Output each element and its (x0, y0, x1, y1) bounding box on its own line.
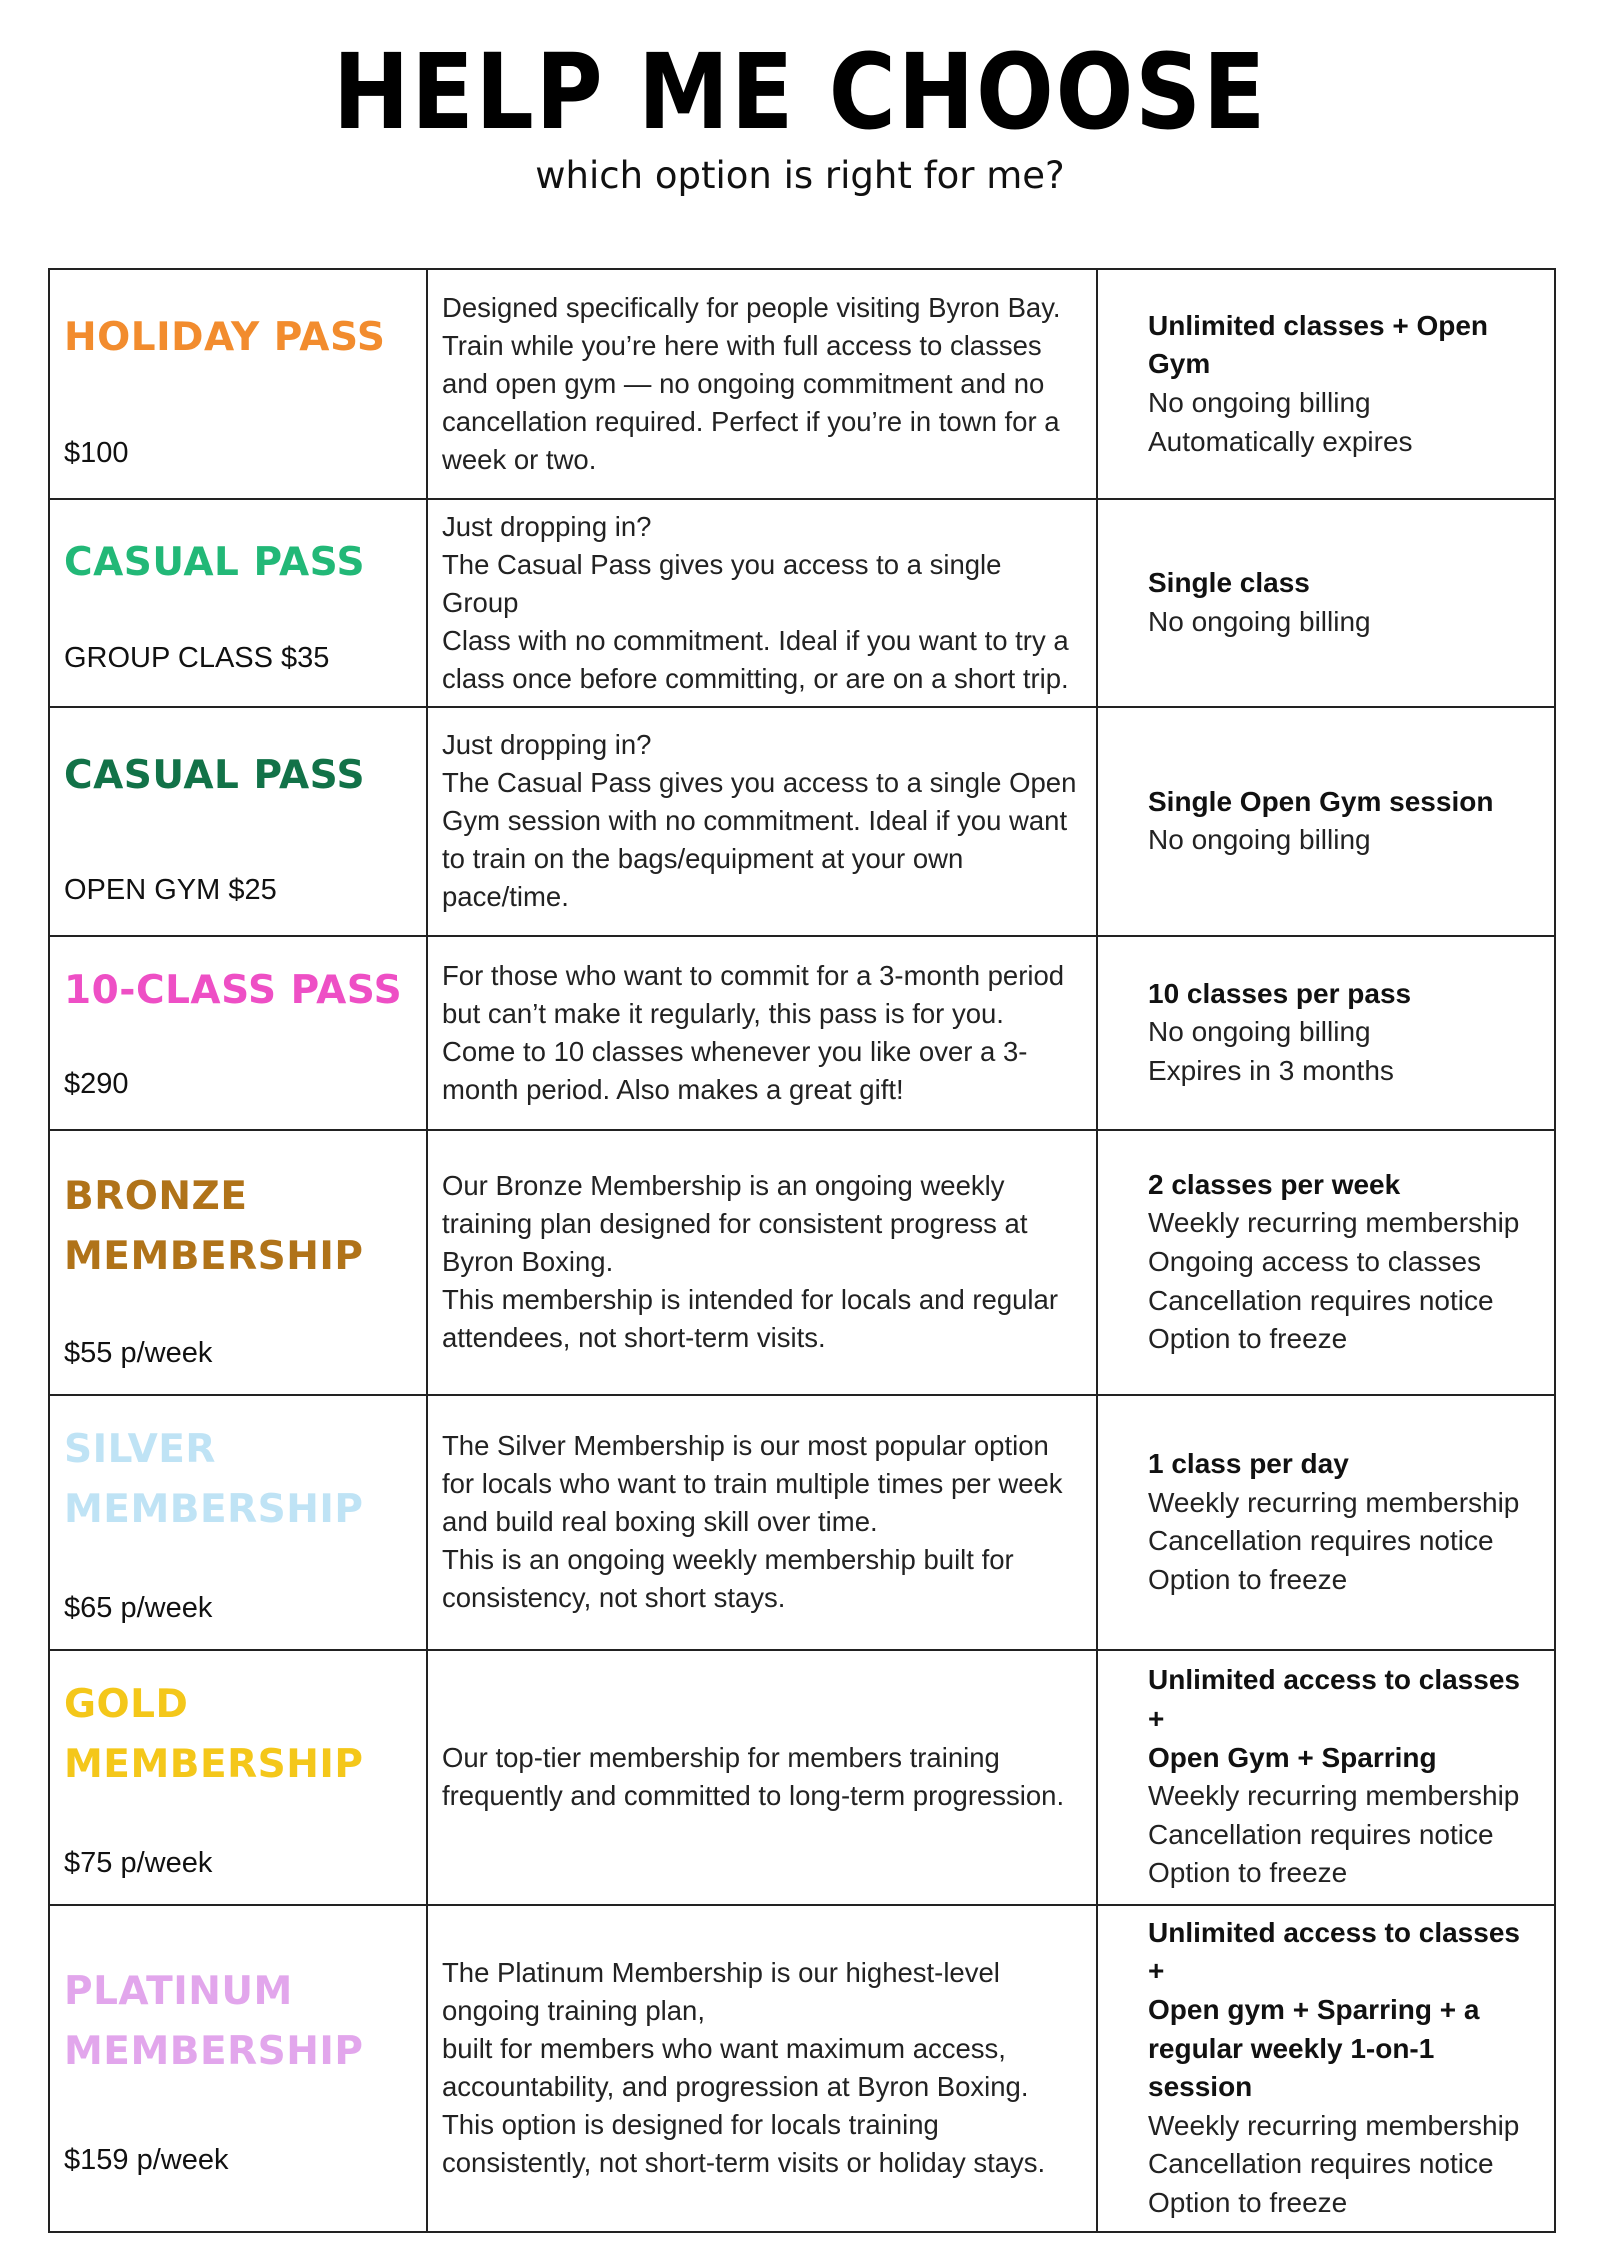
plan-price: $290 (64, 1067, 129, 1100)
feature-item: Weekly recurring membership (1148, 1780, 1520, 1812)
description-line: class once before committing, or are on a short trip. (442, 662, 1069, 694)
plan-row (49, 707, 1555, 936)
feature-heading: Open gym + Sparring + a (1148, 1993, 1480, 2025)
feature-heading: Unlimited access to classes + (1148, 1664, 1520, 1734)
plan-name-cell (49, 707, 427, 936)
plan-name-line: PLATINUM (64, 1968, 293, 2014)
plan-description (427, 707, 1097, 936)
feature-heading: Open Gym + Sparring (1148, 1741, 1437, 1773)
plan-price: $65 p/week (64, 1591, 213, 1624)
description-line: Just dropping in? (442, 511, 652, 542)
feature-heading: Single Open Gym session (1148, 785, 1494, 817)
description-line: consistently, not short-term visits or holiday stays. (442, 2147, 1046, 2179)
plans-table (48, 268, 1556, 2233)
plan-name (64, 1675, 412, 1796)
feature-heading: 2 classes per week (1148, 1168, 1401, 1200)
feature-item: Weekly recurring membership (1148, 1207, 1520, 1239)
plan-name-line: SILVER (64, 1426, 216, 1472)
plan-name (64, 961, 412, 1021)
plan-description (427, 936, 1097, 1130)
plan-price: $75 p/week (64, 1846, 213, 1879)
plan-name-cell (49, 1650, 427, 1905)
description-line: accountability, and progression at Byron Boxing. (442, 2071, 1029, 2103)
plan-row (49, 269, 1555, 499)
plan-name (64, 1962, 412, 2083)
feature-item: Option to freeze (1148, 1563, 1348, 1595)
plan-name-line: BRONZE (64, 1173, 248, 1219)
plan-row (49, 499, 1555, 707)
plan-name-line: MEMBERSHIP (64, 1234, 364, 1280)
feature-heading: Single class (1148, 567, 1310, 599)
feature-item: Cancellation requires notice (1148, 1284, 1494, 1316)
feature-heading: Unlimited access to classes + (1148, 1916, 1520, 1987)
plan-description (427, 1650, 1097, 1905)
feature-item: No ongoing billing (1148, 824, 1371, 856)
description-line: but can’t make it regularly, this pass is for you. (442, 997, 1004, 1029)
description-line: The Casual Pass gives you access to a single Open (442, 767, 1077, 799)
feature-item: Option to freeze (1148, 1857, 1348, 1889)
description-line: week or two. (442, 443, 597, 475)
feature-item: Option to freeze (1148, 1323, 1348, 1355)
plan-price: GROUP CLASS $35 (64, 641, 330, 674)
description-line: The Silver Membership is our most popular option (442, 1430, 1049, 1462)
plan-name-cell (49, 1130, 427, 1395)
plan-name-line: CASUAL PASS (64, 752, 366, 798)
description-line: month period. Also makes a great gift! (442, 1073, 904, 1105)
plan-features (1097, 1905, 1555, 2232)
plan-name-cell (49, 499, 427, 707)
plan-row (49, 1905, 1555, 2232)
description-line: Come to 10 classes whenever you like over a 3- (442, 1035, 1028, 1067)
plan-row (49, 1130, 1555, 1395)
plan-name (64, 1420, 412, 1541)
plan-name-cell (49, 1395, 427, 1650)
description-line: Our top-tier membership for members training (442, 1742, 1000, 1774)
description-line: This is an ongoing weekly membership built for (442, 1544, 1014, 1576)
feature-heading: Unlimited classes + Open Gym (1148, 309, 1489, 380)
description-line: frequently and committed to long-term progression. (442, 1780, 1065, 1812)
feature-heading: regular weekly 1-on-1 session (1148, 2032, 1435, 2103)
description-line: The Casual Pass gives you access to a single Group (442, 548, 1002, 618)
plan-description (427, 499, 1097, 707)
plan-name-line: HOLIDAY PASS (64, 315, 386, 360)
plan-row (49, 1395, 1555, 1650)
description-line: for locals who want to train multiple times per week (442, 1468, 1063, 1500)
description-line: built for members who want maximum access, (442, 2033, 1006, 2065)
plan-price: $159 p/week (64, 2143, 229, 2176)
feature-item: Cancellation requires notice (1148, 1525, 1494, 1557)
feature-item: Weekly recurring membership (1148, 2109, 1520, 2141)
feature-item: Option to freeze (1148, 2187, 1348, 2219)
plan-description (427, 1130, 1097, 1395)
plan-features (1097, 707, 1555, 936)
plan-features (1097, 936, 1555, 1130)
description-line: and open gym — no ongoing commitment and no (442, 368, 1045, 400)
description-line: Our Bronze Membership is an ongoing weekly (442, 1170, 1005, 1202)
description-line: For those who want to commit for a 3-month period (442, 959, 1065, 991)
plan-name (64, 308, 412, 368)
plan-name-line: MEMBERSHIP (64, 1742, 364, 1788)
plan-description (427, 1395, 1097, 1650)
description-line: Gym session with no commitment. Ideal if you want (442, 805, 1068, 837)
feature-item: Cancellation requires notice (1148, 1818, 1494, 1850)
description-line: cancellation required. Perfect if you’re in town for a (442, 405, 1060, 437)
description-line: consistency, not short stays. (442, 1582, 786, 1614)
feature-heading: 10 classes per pass (1148, 977, 1412, 1009)
plan-description (427, 269, 1097, 499)
description-line: Class with no commitment. Ideal if you want to try a (442, 624, 1069, 656)
feature-item: No ongoing billing (1148, 387, 1371, 418)
feature-item: No ongoing billing (1148, 605, 1371, 637)
description-line: ongoing training plan, (442, 1995, 705, 2027)
plan-price: OPEN GYM $25 (64, 873, 277, 906)
description-line: Train while you’re here with full access to classes (442, 330, 1042, 362)
description-line: Byron Boxing. (442, 1246, 614, 1278)
plan-name-cell (49, 936, 427, 1130)
description-line: to train on the bags/equipment at your own (442, 843, 964, 875)
plan-features (1097, 1395, 1555, 1650)
feature-item: Automatically expires (1148, 425, 1413, 457)
description-line: Just dropping in? (442, 729, 652, 761)
description-line: The Platinum Membership is our highest-level (442, 1957, 1000, 1989)
feature-item: Ongoing access to classes (1148, 1245, 1482, 1277)
plan-name-line: MEMBERSHIP (64, 2029, 364, 2075)
plan-name-line: GOLD (64, 1681, 189, 1727)
plan-name-line: CASUAL PASS (64, 539, 366, 585)
description-line: attendees, not short-term visits. (442, 1322, 826, 1354)
description-line: This option is designed for locals training (442, 2109, 939, 2141)
plan-price: $55 p/week (64, 1336, 213, 1369)
feature-item: Expires in 3 months (1148, 1055, 1394, 1086)
plan-features (1097, 499, 1555, 707)
plan-description (427, 1905, 1097, 2232)
plan-features (1097, 269, 1555, 499)
feature-heading: 1 class per day (1148, 1447, 1349, 1479)
plan-name (64, 746, 412, 806)
plan-name-cell (49, 269, 427, 499)
description-line: training plan designed for consistent progress at (442, 1208, 1028, 1240)
plan-row (49, 936, 1555, 1130)
page-title: HELP ME CHOOSE (332, 31, 1268, 153)
description-line: Designed specifically for people visiting Byron Bay. (442, 292, 1061, 324)
description-line: pace/time. (442, 881, 569, 913)
plan-features (1097, 1130, 1555, 1395)
plan-row (49, 1650, 1555, 1905)
description-line: This membership is intended for locals and regular (442, 1284, 1058, 1316)
feature-item: Cancellation requires notice (1148, 2148, 1494, 2180)
plans-table-body (49, 269, 1555, 2232)
page-subtitle: which option is right for me? (535, 154, 1065, 197)
plan-name-line: 10-CLASS PASS (64, 967, 403, 1013)
feature-item: No ongoing billing (1148, 1016, 1371, 1048)
description-line: and build real boxing skill over time. (442, 1506, 878, 1538)
plan-name (64, 1167, 412, 1288)
page-header (0, 31, 1600, 197)
plan-name-cell (49, 1905, 427, 2232)
plan-name-line: MEMBERSHIP (64, 1487, 364, 1533)
plan-name (64, 533, 412, 593)
feature-item: Weekly recurring membership (1148, 1486, 1520, 1518)
plan-features (1097, 1650, 1555, 1905)
plan-price: $100 (64, 437, 129, 469)
